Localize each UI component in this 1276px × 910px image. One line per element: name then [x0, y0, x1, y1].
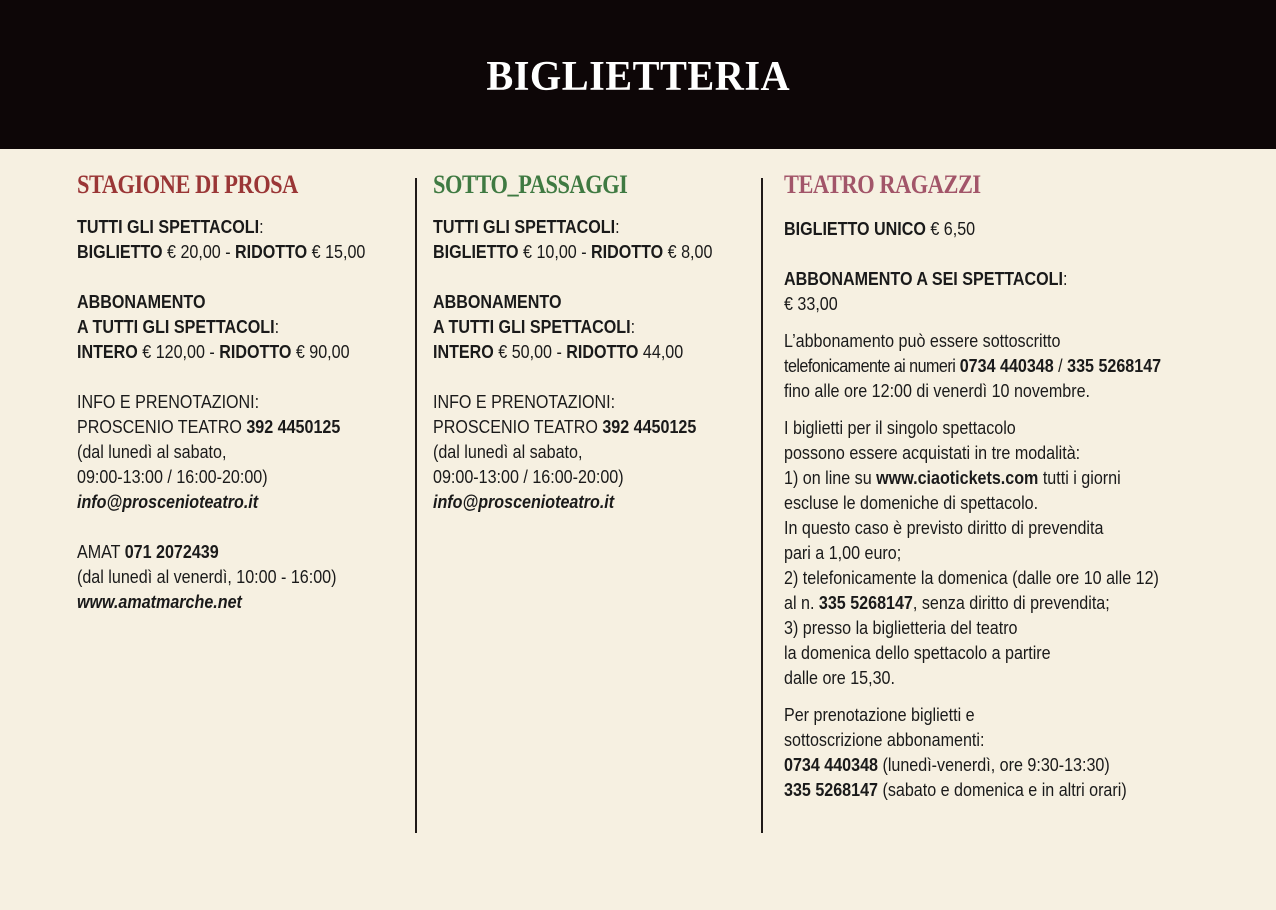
column-divider — [415, 178, 417, 833]
six-shows-price: € 33,00 — [784, 293, 838, 314]
reduced-label: RIDOTTO — [235, 241, 308, 262]
ragazzi-booking — [784, 702, 1193, 802]
sub-phone-2[interactable]: 335 5268147 — [1067, 355, 1162, 376]
booking-line: Per prenotazione biglietti e — [784, 704, 975, 725]
prosa-ticket-prices: TUTTI GLI SPETTACOLI: BIGLIETTO € 20,00 - RIDOTTO € 15,00 — [77, 216, 366, 262]
modes-line: tutti i giorni — [1042, 467, 1121, 488]
reduced-sub-label: RIDOTTO — [566, 341, 639, 362]
modes-line: 1) on line su — [784, 467, 872, 488]
subscription-all-shows: A TUTTI GLI SPETTACOLI — [77, 316, 275, 337]
subscription-all-shows: A TUTTI GLI SPETTACOLI — [433, 316, 631, 337]
booking-line: sottoscrizione abbonamenti: — [784, 729, 985, 750]
proscenio-days: (dal lunedì al sabato, — [433, 441, 583, 462]
sub-note-line: fino alle ore 12:00 di venerdì 10 novembre. — [784, 380, 1091, 401]
ticket-price: € 20,00 — [167, 241, 221, 262]
reduced-sub-price: 44,00 — [642, 341, 684, 362]
ciaotickets-link[interactable]: www.ciaotickets.com — [876, 467, 1039, 488]
single-ticket-label: BIGLIETTO UNICO — [784, 218, 926, 239]
sub-note-line: L’abbonamento può essere sottoscritto — [784, 330, 1061, 351]
full-price: € 120,00 — [142, 341, 205, 362]
modes-line: dalle ore 15,30. — [784, 667, 895, 688]
ragazzi-six-shows: ABBONAMENTO A SEI SPETTACOLI: € 33,00 — [784, 266, 1193, 316]
reduced-label: RIDOTTO — [591, 241, 664, 262]
modes-line: al n. — [784, 592, 815, 613]
sotto-column — [433, 170, 758, 539]
modes-line: 3) presso la biglietteria del teatro — [784, 617, 1018, 638]
reduced-price: € 8,00 — [667, 241, 713, 262]
booking-hours-1: (lunedì-venerdì, ore 9:30-13:30) — [882, 754, 1110, 775]
prosa-subscription: ABBONAMENTO A TUTTI GLI SPETTACOLI: INTERO € 120,00 - RIDOTTO € 90,00 — [77, 289, 368, 364]
proscenio-hours: 09:00-13:00 / 16:00-20:00) — [77, 466, 268, 487]
sub-note-line: telefonicamente ai numeri — [784, 355, 956, 376]
amat-label: AMAT — [77, 541, 121, 562]
ragazzi-ticket-modes — [784, 415, 1193, 690]
info-label: INFO E PRENOTAZIONI: — [433, 391, 616, 412]
subscription-label: ABBONAMENTO — [433, 291, 562, 312]
full-price-label: INTERO — [77, 341, 138, 362]
full-price: € 50,00 — [498, 341, 552, 362]
amat-phone[interactable]: 071 2072439 — [124, 541, 219, 562]
booking-hours-2: (sabato e domenica e in altri orari) — [882, 779, 1127, 800]
amat-web-link[interactable]: www.amatmarche.net — [77, 591, 242, 612]
all-shows-label: TUTTI GLI SPETTACOLI — [433, 216, 616, 237]
column-divider — [761, 178, 763, 833]
proscenio-email-link[interactable]: info@proscenioteatro.it — [77, 491, 259, 512]
modes-line: la domenica dello spettacolo a partire — [784, 642, 1051, 663]
header-banner — [0, 0, 1276, 149]
page-title: BIGLIETTERIA — [486, 53, 790, 100]
ticket-price: € 10,00 — [523, 241, 577, 262]
proscenio-phone[interactable]: 392 4450125 — [246, 416, 341, 437]
modes-line: In questo caso è previsto diritto di prevendita — [784, 517, 1104, 538]
ticket-label: BIGLIETTO — [77, 241, 163, 262]
booking-phone-1[interactable]: 0734 440348 — [784, 754, 878, 775]
sotto-subscription: ABBONAMENTO A TUTTI GLI SPETTACOLI: INTERO € 50,00 - RIDOTTO 44,00 — [433, 289, 716, 364]
modes-line: , senza diritto di prevendita; — [912, 592, 1110, 613]
proscenio-email-link[interactable]: info@proscenioteatro.it — [433, 491, 615, 512]
reduced-sub-price: € 90,00 — [295, 341, 350, 362]
prosa-info — [77, 389, 368, 514]
sub-phone-1[interactable]: 0734 440348 — [959, 355, 1054, 376]
proscenio-label: PROSCENIO TEATRO — [77, 416, 242, 437]
amat-hours: (dal lunedì al venerdì, 10:00 - 16:00) — [77, 566, 337, 587]
modes-line: pari a 1,00 euro; — [784, 542, 902, 563]
booking-phone-2[interactable]: 335 5268147 — [784, 779, 878, 800]
modes-line: escluse le domeniche di spettacolo. — [784, 492, 1039, 513]
full-price-label: INTERO — [433, 341, 494, 362]
prosa-title: STAGIONE DI PROSA — [77, 170, 298, 199]
ragazzi-single-ticket — [784, 216, 1193, 241]
sotto-title: SOTTO_PASSAGGI — [433, 170, 628, 199]
subscription-label: ABBONAMENTO — [77, 291, 206, 312]
all-shows-label: TUTTI GLI SPETTACOLI — [77, 216, 260, 237]
sunday-phone[interactable]: 335 5268147 — [818, 592, 913, 613]
six-shows-label: ABBONAMENTO A SEI SPETTACOLI — [784, 268, 1063, 289]
prosa-amat — [77, 539, 368, 614]
proscenio-label: PROSCENIO TEATRO — [433, 416, 598, 437]
proscenio-phone[interactable]: 392 4450125 — [602, 416, 697, 437]
sotto-info — [433, 389, 716, 514]
ragazzi-subscription-note: L’abbonamento può essere sottoscritto telefonicamente ai numeri 0734 440348 / 335 5268147 fino alle ore 12:00 di venerdì 10 novembre. — [784, 328, 1193, 403]
proscenio-days: (dal lunedì al sabato, — [77, 441, 227, 462]
prosa-column — [77, 170, 412, 639]
info-label: INFO E PRENOTAZIONI: — [77, 391, 260, 412]
ragazzi-column — [784, 170, 1254, 827]
modes-line: I biglietti per il singolo spettacolo — [784, 417, 1016, 438]
single-ticket-price: € 6,50 — [930, 218, 976, 239]
proscenio-hours: 09:00-13:00 / 16:00-20:00) — [433, 466, 624, 487]
modes-line: 2) telefonicamente la domenica (dalle ore 10 alle 12) — [784, 567, 1159, 588]
sotto-ticket-prices: TUTTI GLI SPETTACOLI: BIGLIETTO € 10,00 - RIDOTTO € 8,00 — [433, 216, 713, 262]
reduced-sub-label: RIDOTTO — [219, 341, 292, 362]
ragazzi-title: TEATRO RAGAZZI — [784, 170, 981, 199]
modes-line: possono essere acquistati in tre modalità: — [784, 442, 1081, 463]
ticket-label: BIGLIETTO — [433, 241, 519, 262]
reduced-price: € 15,00 — [311, 241, 366, 262]
